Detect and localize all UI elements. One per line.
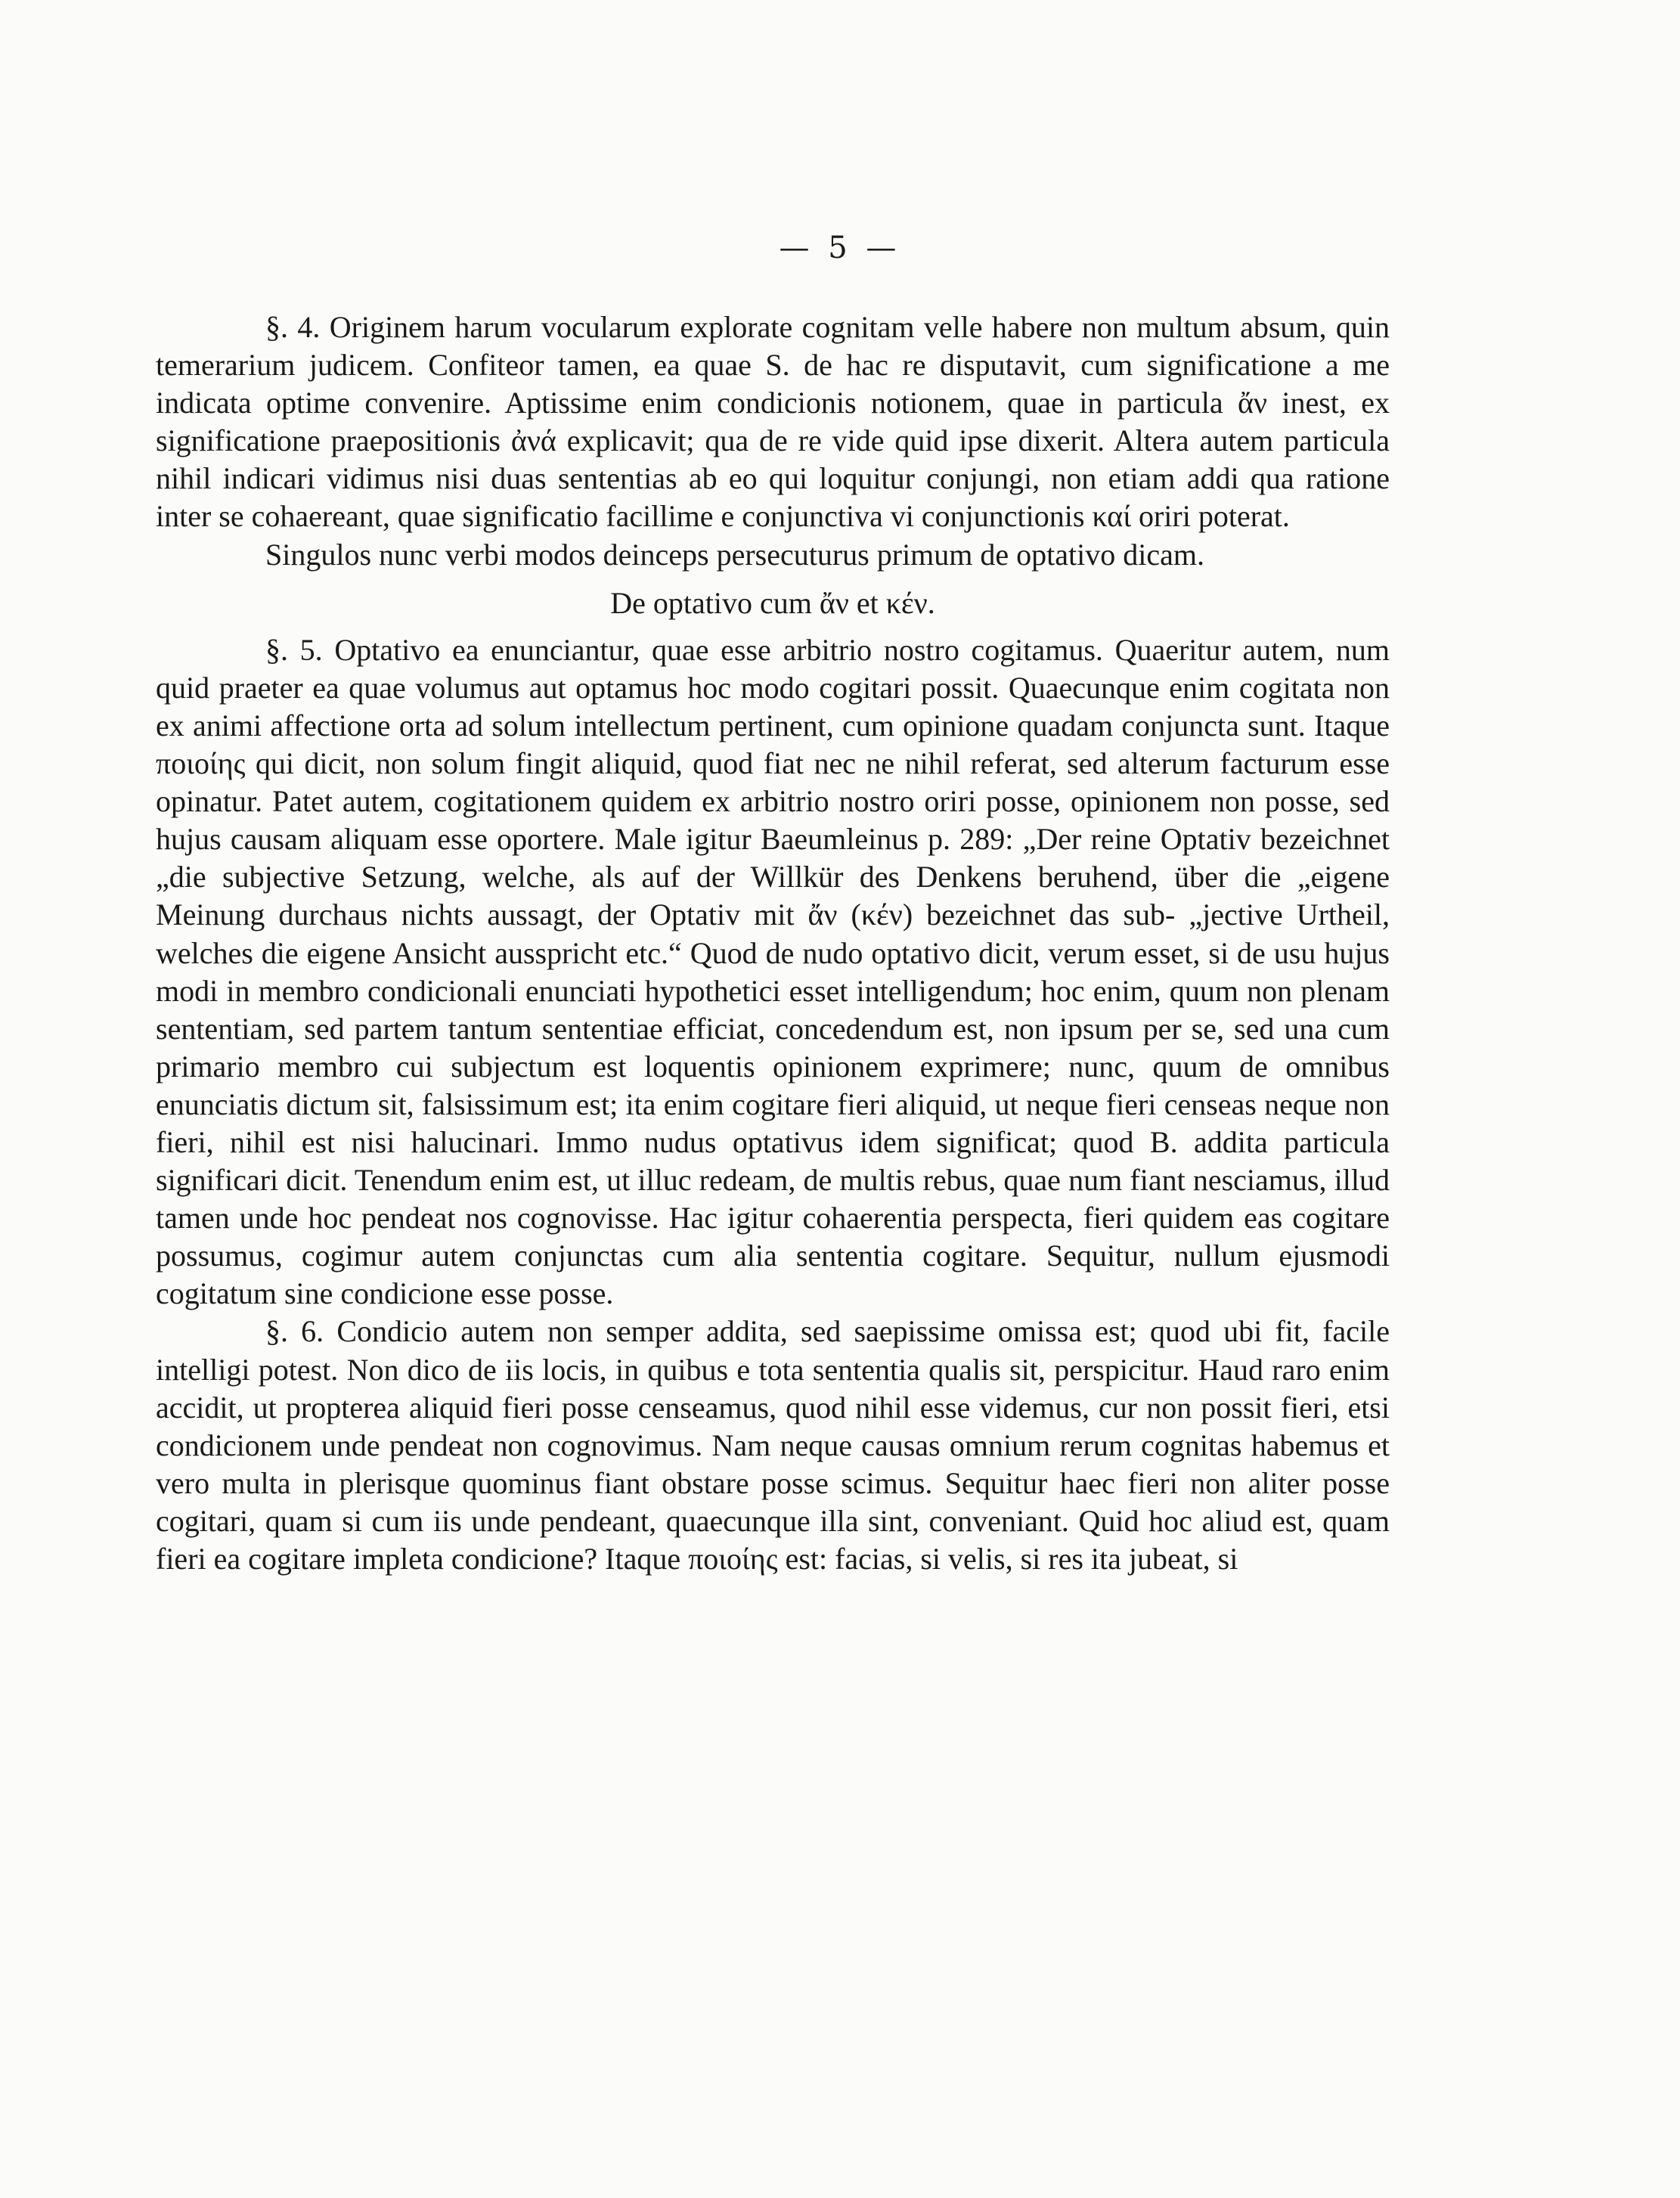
page-number: — 5 — xyxy=(779,231,901,265)
paragraph-section-4: §. 4. Originem harum vocularum explorate cognitam velle habere non multum absum, quin temerarium judicem. Confiteor tamen, ea quae S. de hac re disputavit, cum significatione a me indicata optime convenire. Aptissime enim condicionis notionem, quae in particula ἄν inest, ex significatione praepositionis ἀνά explicavit; qua de re vide quid ipse dixerit. Altera autem particula nihil indicari vidimus nisi duas sententias ab eo qui loquitur conjungi, non etiam addi qua ratione inter se cohaereant, quae significatio facillime e conjunctiva vi conjunctionis καί oriri poterat. xyxy=(156,310,1390,534)
paragraph-singulos: Singulos nunc verbi modos deinceps persecuturus primum de optativo dicam. xyxy=(265,537,1204,572)
paragraph-section-6: §. 6. Condicio autem non semper addita, sed saepissime omissa est; quod ubi fit, facile intelligi potest. Non dico de iis locis, in quibus e tota sententia qualis sit, perspicitur. Haud raro enim accidit, ut propterea aliquid fieri posse censeamus, quod nihil esse videmus, cur non possit fieri, etsi condicionem unde pendeat non cognovimus. Nam neque causas omnium rerum cognitas habemus et vero multa in plerisque quominus fiant obstare posse scimus. Sequitur haec fieri non aliter posse cogitari, quam si cum iis unde pendeant, quaecunque illa sint, conveniant. Quid hoc aliud est, quam fieri ea cogitare impleta condicione? Itaque ποιοίης est: facias, si velis, si res ita jubeat, si xyxy=(156,1314,1390,1576)
section-heading: De optativo cum ἄν et κέν. xyxy=(610,585,935,620)
paragraph-section-5: §. 5. Optativo ea enunciantur, quae esse arbitrio nostro cogitamus. Quaeritur autem, num quid praeter ea quae volumus aut optamus hoc modo cogitari possit. Quaecunque enim cogitata non ex animi affectione orta ad solum intellectum pertinent, cum opinione quadam conjuncta sunt. Itaque ποιοίης qui dicit, non solum fingit aliquid, quod fiat nec ne nihil referat, sed alterum facturum esse opinatur. Patet autem, cogitationem quidem ex arbitrio nostro oriri posse, opinionem non posse, sed hujus causam aliquam esse oportere. Male igitur Baeumleinus p. 289: „Der reine Optativ bezeichnet „die subjective Setzung, welche, als auf der Willkür des Denkens beruhend, über die „eigene Meinung durchaus nichts aussagt, der Optativ mit ἄν (κέν) bezeichnet das sub- „jective Urtheil, welches die eigene Ansicht ausspricht etc.“ Quod de nudo optativo dicit, verum esset, si de usu hujus modi in membro condicionali enunciati hypothetici esset intelligendum; hoc enim, quum non plenam sententiam, sed partem tantum sententiae efficiat, concedendum est, non ipsum per se, sed una cum primario membro cui subjectum est loquentis opinionem exprimere; nunc, quum de omnibus enunciatis dictum sit, falsissimum est; ita enim cogitare fieri aliquid, ut neque fieri censeas neque non fieri, nihil est nisi halucinari. Immo nudus optativus idem significat; quod B. addita particula significari dicit. Tenendum enim est, ut illuc redeam, de multis rebus, quae num fiant nesciamus, illud tamen unde hoc pendeat nos cognovisse. Hac igitur cohaerentia perspecta, fieri quidem eas cogitare possumus, cogimur autem conjunctas cum alia sententia cogitare. Sequitur, nullum ejusmodi cogitatum sine condicione esse posse. xyxy=(156,632,1390,1311)
body-text xyxy=(156,308,1390,1578)
